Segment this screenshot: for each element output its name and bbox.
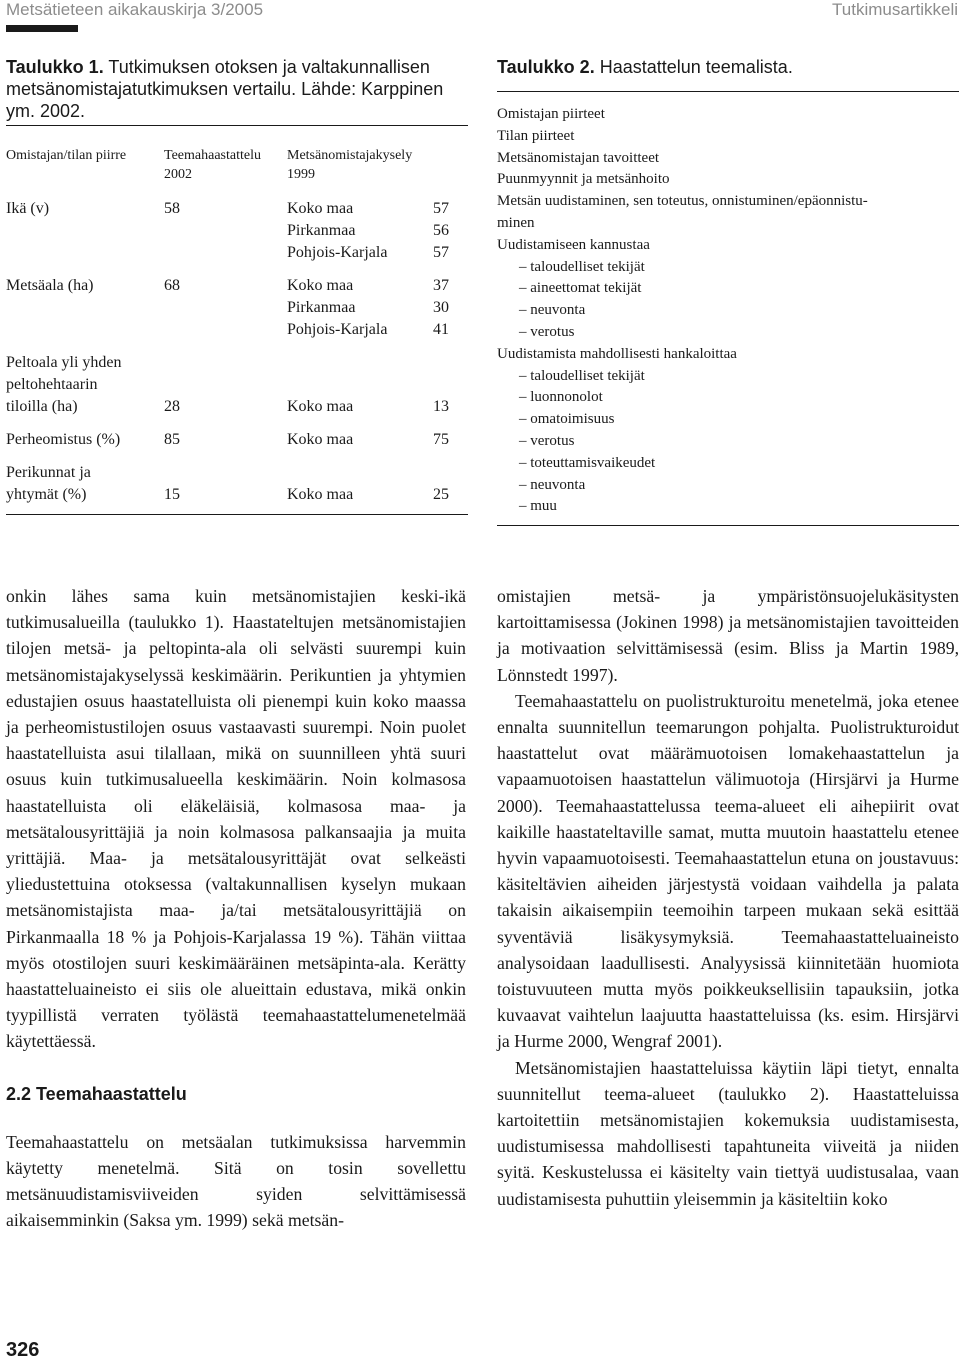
table1-value-1999: 75 (433, 431, 449, 448)
table1-header-2002 (164, 146, 287, 198)
table1-region: Pohjois-Karjala (287, 321, 388, 338)
table-row (6, 429, 468, 451)
list-item: – verotus (519, 432, 575, 449)
list-item: Uudistamiseen kannustaa (497, 236, 650, 253)
table1-caption (6, 56, 468, 122)
table1-header-1999-line2: 1999 (287, 167, 315, 182)
table1-value-1999: 56 (433, 222, 449, 239)
table2-caption (497, 56, 793, 78)
list-item: – muu (519, 498, 557, 515)
table1-header-2002-line2: 2002 (164, 167, 192, 182)
table1-region: Pirkanmaa (287, 299, 356, 316)
table1-value-1999: 57 (433, 244, 449, 261)
table2-top-rule (497, 91, 959, 92)
table1-value-2002: 58 (164, 200, 180, 217)
list-item: – aineettomat tekijät (519, 280, 642, 297)
table-row (6, 242, 468, 264)
body-paragraph: omistajien metsä- ja ympäristönsuojelukäsitysten kartoittamisessa (Jokinen 1998) ja metsänomistajien tavoitteiden ja motivaation selvittämisessä (esim. Bliss ja Martin 1989, Lönnstedt 1997). (497, 586, 959, 685)
table1-region: Koko maa (287, 277, 354, 294)
table1-value-1999: 13 (433, 398, 449, 415)
table1-region: Koko maa (287, 486, 354, 503)
table-row (6, 297, 468, 319)
table1-header-feature: Omistajan/tilan piirre (6, 148, 127, 163)
table1-caption-label: Taulukko 1. (6, 57, 104, 77)
list-item: – toteuttamisvaikeudet (519, 454, 656, 471)
table-row (6, 374, 468, 396)
list-item: – verotus (519, 323, 575, 340)
table1-value-1999: 41 (433, 321, 449, 338)
table1 (6, 146, 468, 506)
body-paragraph: Teemahaastattelu on metsäalan tutkimuksissa harvemmin käytetty menetelmä. Sitä on tosin sovellettu metsänuudistamisviiveiden syiden selvittämisessä aikaisemminkin (Saksa ym. 1999) sekä metsän- (6, 1131, 466, 1231)
table1-header-1999-line1: Metsänomistajakysely (287, 148, 413, 163)
table2-theme-list (497, 104, 959, 518)
list-item: – taloudelliset tekijät (519, 367, 645, 384)
table1-value-2002: 15 (164, 486, 180, 503)
body-right-column (497, 583, 959, 1212)
body-paragraph: Teemahaastattelu on puolistrukturoitu menetelmä, joka etenee ennalta suunnitellun teemarungon pohjalta. Puolistrukturoidut haastattelut ovat määrämuotoisen lomakehaastattelun ja vapaamuotoisen haastattelun välimuotoja (Hirsjärvi ja Hurme 2000). Teemahaastattelussa teema-alueet eli aihepiirit ovat kaikille haastateltaville samat, mutta muutoin haastattelu etenee hyvin vapaamuotoisesti. Teemahaastattelun etuna on joustavuus: käsiteltävien aiheiden järjestystä voidaan vaihdella ja palata takaisin aikaisempiin teemoihin tarpeen mukaan sekä esittää syventäviä lisäkysymyksiä. Teemahaastatteluaineisto analysoidaan laadullisesti. Analyysissä kiinnitetään huomiota toistuvuuteen mutta myös poikkeuksellisiin tapauksiin, jotka kuvaavat vaihtelun laajuutta haastatteluissa (ks. esim. Hirsjärvi ja Hurme 2000, Wengraf 2001). (497, 690, 959, 1052)
table1-top-rule (6, 125, 468, 126)
table1-feature: peltohehtaarin (6, 376, 98, 393)
table1-feature: Peltoala yli yhden (6, 354, 122, 371)
table1-value-2002: 85 (164, 431, 180, 448)
table-row (6, 198, 468, 220)
table-row (6, 484, 468, 506)
table1-region: Koko maa (287, 398, 354, 415)
list-item: – taloudelliset tekijät (519, 258, 645, 275)
header-bar (6, 25, 78, 32)
list-item: Tilan piirteet (497, 127, 575, 144)
list-item: Metsän uudistaminen, sen toteutus, onnistuminen/epäonnistu- (497, 193, 868, 210)
table1-feature: Metsäala (ha) (6, 277, 94, 294)
table1-feature: Ikä (v) (6, 200, 50, 217)
table1-region: Koko maa (287, 431, 354, 448)
table-row (6, 352, 468, 374)
table1-feature: tiloilla (ha) (6, 398, 78, 415)
article-type: Tutkimusartikkeli (832, 0, 958, 19)
table2-bottom-rule (497, 525, 959, 526)
table-row (6, 275, 468, 297)
table-row (6, 319, 468, 341)
list-item: Uudistamista mahdollisesti hankaloittaa (497, 345, 737, 362)
table2-caption-label: Taulukko 2. (497, 57, 595, 77)
table1-region: Koko maa (287, 200, 354, 217)
section-heading: 2.2 Teemahaastattelu (6, 1083, 187, 1104)
table1-value-2002: 68 (164, 277, 180, 294)
table1-header-1999 (287, 146, 412, 198)
body-paragraph: Metsänomistajien haastatteluissa käytiin läpi tietyt, ennalta suunnitellut teema-alueet (taulukko 2). Haastatteluissa kartoitettiin metsänomistajien kokemuksia uudistamisesta, uudistumisessa mahdollisesti tapahtuneita viiveitä ja niiden syitä. Keskustelussa ei käsitelty vain tiettyä uudistusalaa, vaan uudistamisesta puhuttiin yleisemmin ja käsiteltiin koko (497, 1057, 959, 1209)
body-left-column (6, 583, 466, 1234)
table-row (6, 220, 468, 242)
list-item: Omistajan piirteet (497, 106, 605, 122)
table1-region: Pirkanmaa (287, 222, 356, 239)
list-item: Puunmyynnit ja metsänhoito (497, 171, 670, 188)
table1-header-row (6, 146, 468, 198)
table-row (6, 462, 468, 484)
table1-value-1999: 30 (433, 299, 449, 316)
list-item: – omatoimisuus (519, 411, 615, 428)
table1-caption-text: Tutkimuksen otoksen ja valtakunnallisen metsänomistajatutkimuksen vertailu. Lähde: Karppinen ym. 2002. (6, 57, 444, 121)
list-item: Metsänomistajan tavoitteet (497, 149, 660, 166)
table1-region: Pohjois-Karjala (287, 244, 388, 261)
list-item: – neuvonta (519, 302, 586, 319)
list-item: minen (497, 214, 535, 231)
table1-value-2002: 28 (164, 398, 180, 415)
table-row (6, 396, 468, 418)
table1-feature: Perheomistus (%) (6, 431, 121, 448)
table1-value-1999: 57 (433, 200, 449, 217)
table1-bottom-rule (6, 514, 468, 515)
table1-header-2002-line1: Teemahaastattelu (164, 148, 261, 163)
table1-value-1999: 37 (433, 277, 449, 294)
table1-feature: yhtymät (%) (6, 486, 87, 503)
journal-title: Metsätieteen aikakauskirja 3/2005 (6, 0, 264, 19)
list-item: – neuvonta (519, 476, 586, 493)
page-number: 326 (6, 1339, 40, 1361)
body-paragraph: onkin lähes sama kuin metsänomistajien keski-ikä tutkimusalueilla (taulukko 1). Haastateltujen metsänomistajien tilojen metsä- ja peltopinta-ala oli selvästi suurempi kuin metsänomistajakyselyssä keskimäärin. Perikuntien ja yhtymien edustajien osuus haastatelluista oli pienempi kuin koko maassa ja perheomistustilojen osuus vastaavasti suurempi. Noin puolet haastatelluista asui tilallaan, mikä on suunnilleen yhtä suuri osuus kuin tutkimusalueella keskimäärin. Noin kolmasosa haastatelluista oli eläkeläisiä, kolmasosa maa- ja metsätalousyrittäjiä ja noin kolmasosa palkansaajia ja muita yrittäjiä. Maa- ja metsätalousyrittäjät ovat selkeästi yliedustettuina otoksessa (valtakunnallisen kyselyn mukaan metsänomistajista maa- ja/tai metsätalousyrittäjiä on Pirkanmaalla 18 % ja Pohjois-Karjalassa 19 %). Tähän viittaa myös otostilojen suuri keskimääräinen metsäpinta-ala. Kerätty haastatteluaineisto ei siis ole alueittain edustava, mikä onkin tyypillistä verraten työlästä teemahaastattelumenetelmää käytettäessä. (6, 586, 466, 1052)
table2-caption-text: Haastattelun teemalista. (599, 57, 793, 77)
list-item: – luonnonolot (519, 389, 603, 406)
table1-feature: Perikunnat ja (6, 464, 91, 481)
table1-value-1999: 25 (433, 486, 449, 503)
page-header (0, 0, 960, 22)
